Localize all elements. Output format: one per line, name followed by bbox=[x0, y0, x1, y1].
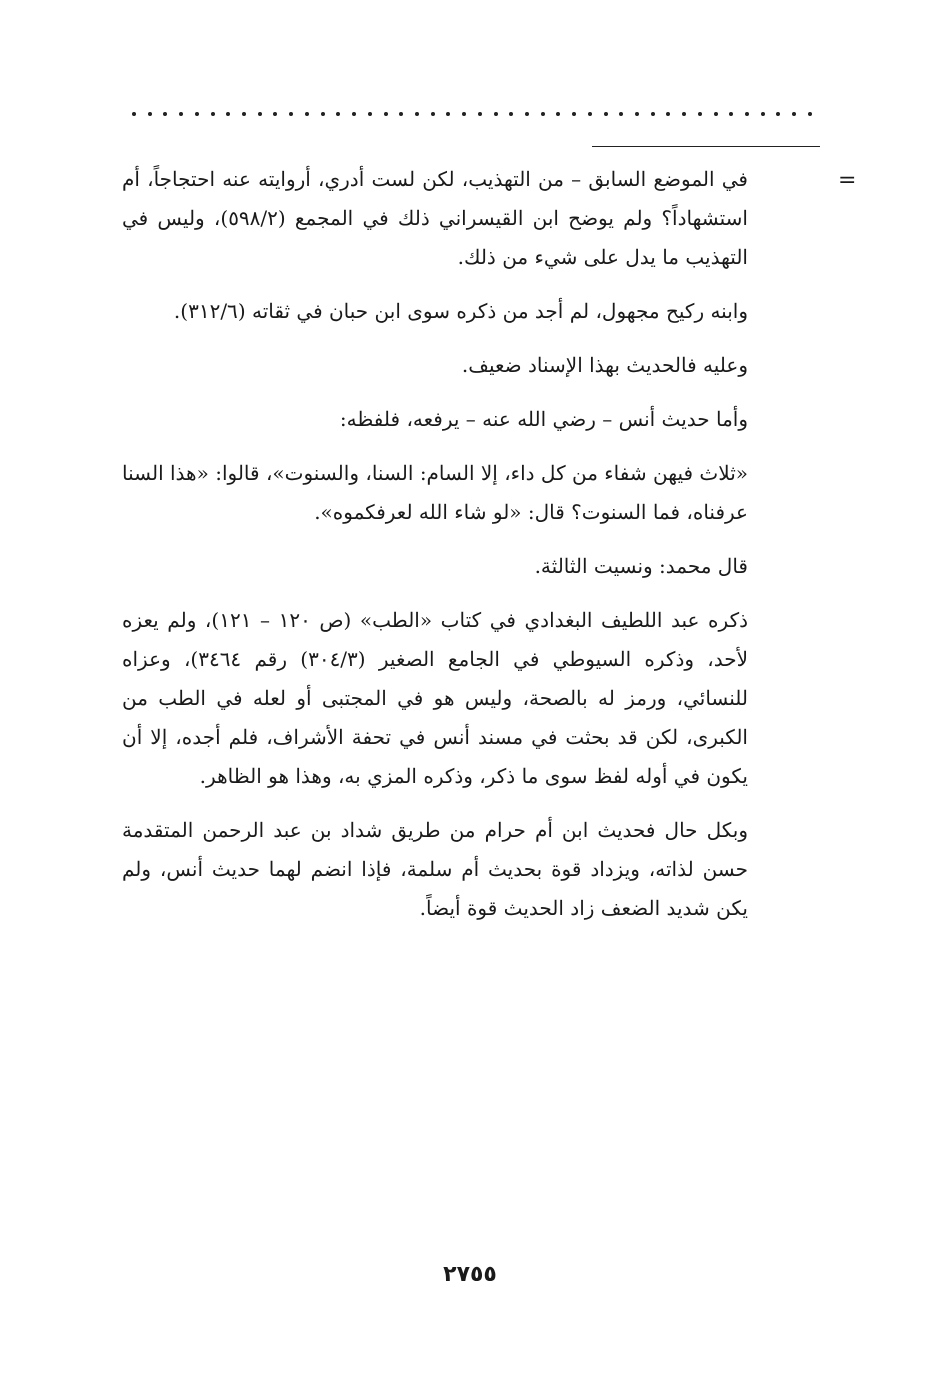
paragraph: وأما حديث أنس – رضي الله عنه – يرفعه، فلفظه: bbox=[339, 407, 748, 431]
paragraph: قال محمد: ونسيت الثالثة. bbox=[534, 554, 748, 578]
paragraph: ذكره عبد اللطيف البغدادي في كتاب «الطب» (ص ١٢٠ – ١٢١)، ولم يعزه لأحد، وذكره السيوطي في الجامع الصغير (٣٠٤/٣) رقم ٣٤٦٤)، وعزاه للنسائي، ورمز له بالصحة، وليس هو في المجتبى أو لعله في الطب من الكبرى، لكن قد بحثت في مسند أنس في تحفة الأشراف، فلم أجده، إلا أن يكون في أوله لفظ سوى ما ذكر، وذكره المزي به، وهذا هو الظاهر. bbox=[122, 608, 749, 788]
footnote-rule bbox=[592, 146, 820, 147]
dotted-separator bbox=[132, 102, 812, 126]
main-text bbox=[122, 160, 748, 943]
paragraph: وبكل حال فحديث ابن أم حرام من طريق شداد بن عبد الرحمن المتقدمة حسن لذاته، ويزداد قوة بحديث أم سلمة، فإذا انضم لهما حديث أنس، ولم يكن شديد الضعف زاد الحديث قوة أيضاً. bbox=[122, 818, 748, 920]
paragraph: وعليه فالحديث بهذا الإسناد ضعيف. bbox=[461, 353, 748, 377]
continuation-mark: = bbox=[838, 168, 857, 193]
paragraph: وابنه ركيح مجهول، لم أجد من ذكره سوى ابن حبان في ثقاته (٣١٢/٦). bbox=[173, 299, 748, 323]
page-number: ٢٧٥٥ bbox=[443, 1262, 497, 1287]
paragraph: «ثلاث فيهن شفاء من كل داء، إلا السام: السنا، والسنوت»، قالوا: «هذا السنا عرفناه، فما السنوت؟ قال: «لو شاء الله لعرفكموه». bbox=[122, 461, 748, 524]
paragraph: في الموضع السابق – من التهذيب، لكن لست أدري، أروايته عنه احتجاجاً، أم استشهاداً؟ ولم يوضح ابن القيسراني ذلك في المجمع (٥٩٨/٢)، وليس في التهذيب ما يدل على شيء من ذلك. bbox=[122, 167, 748, 269]
